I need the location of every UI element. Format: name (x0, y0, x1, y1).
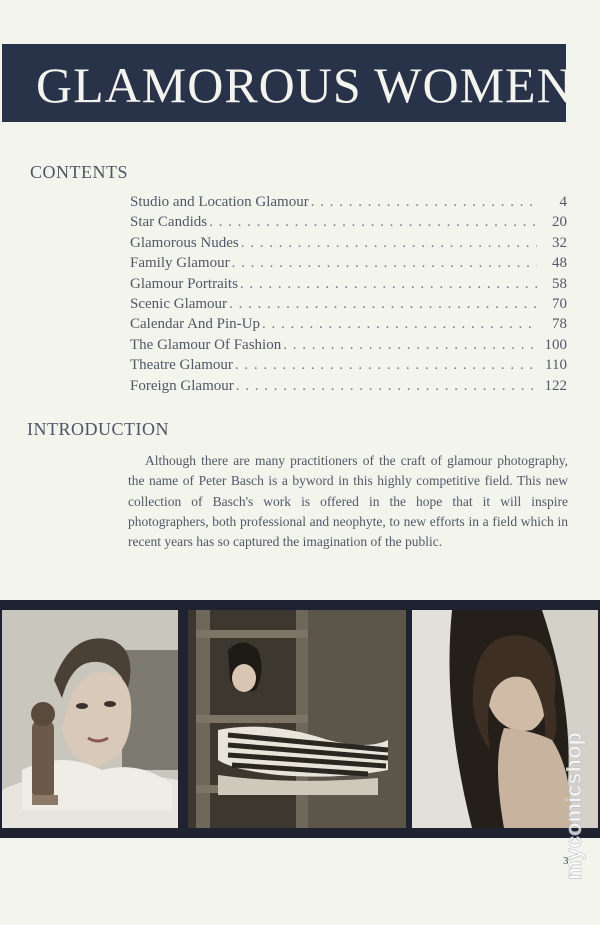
toc-page: 48 (552, 255, 567, 272)
toc-title: The Glamour Of Fashion (130, 336, 282, 353)
introduction-text: Although there are many practitioners of the craft of glamour photography, the name of Peter Basch is a byword in this highly competitive field. This new collection of Basch's work is offered in the hope that it will inspire photographers, both professional and neophyte, to new efforts in a field which in recent years has so captured the imagination of the public. (128, 453, 568, 550)
contents-heading: CONTENTS (30, 162, 128, 182)
toc-leader (229, 296, 537, 313)
photo-striped-dress (188, 610, 406, 828)
toc-leader (235, 357, 537, 374)
toc-entry (130, 378, 567, 398)
toc-leader (240, 276, 537, 293)
toc-leader (262, 316, 537, 333)
toc-page: 32 (552, 234, 567, 251)
photo-strip (0, 600, 600, 838)
toc-title: Glamorous Nudes (130, 234, 239, 251)
introduction-heading: INTRODUCTION (27, 419, 169, 439)
toc-title: Calendar And Pin-Up (130, 316, 260, 333)
toc-page: 78 (552, 316, 567, 333)
toc-entry (130, 255, 567, 275)
toc-leader (209, 214, 537, 231)
toc-entry (130, 276, 567, 296)
table-of-contents (130, 194, 567, 398)
toc-page: 100 (544, 336, 567, 353)
title-banner (2, 44, 574, 122)
toc-title: Scenic Glamour (130, 295, 228, 312)
toc-page: 110 (545, 357, 567, 374)
toc-leader (283, 337, 537, 354)
toc-leader (241, 235, 537, 252)
toc-entry (130, 357, 567, 377)
toc-page: 122 (544, 377, 567, 394)
toc-title: Theatre Glamour (130, 357, 233, 374)
watermark-logo (566, 692, 596, 920)
toc-leader (236, 378, 537, 395)
toc-leader (232, 255, 537, 272)
toc-page: 4 (559, 194, 567, 210)
toc-title: Family Glamour (130, 255, 230, 272)
toc-entry (130, 214, 567, 234)
toc-title: Glamour Portraits (130, 275, 238, 292)
toc-entry (130, 235, 567, 255)
photo-portrait-figurine (2, 610, 178, 828)
photo-portrait-figurine-image (2, 610, 178, 828)
toc-entry (130, 296, 567, 316)
toc-page: 20 (552, 214, 567, 231)
toc-page: 70 (552, 295, 567, 312)
toc-entry (130, 316, 567, 336)
photo-striped-dress-image (188, 610, 406, 828)
toc-page: 58 (552, 275, 567, 292)
toc-title: Star Candids (130, 214, 208, 231)
page-number: 3 (563, 855, 569, 867)
toc-leader (311, 194, 537, 211)
toc-entry (130, 337, 567, 357)
watermark-logo-image (566, 692, 596, 920)
page-title: GLAMOROUS WOMEN (36, 57, 574, 113)
toc-title: Studio and Location Glamour (130, 194, 309, 210)
toc-entry (130, 194, 567, 214)
toc-title: Foreign Glamour (130, 377, 234, 394)
svg-text:mycomicshop: mycomicshop (566, 732, 586, 880)
